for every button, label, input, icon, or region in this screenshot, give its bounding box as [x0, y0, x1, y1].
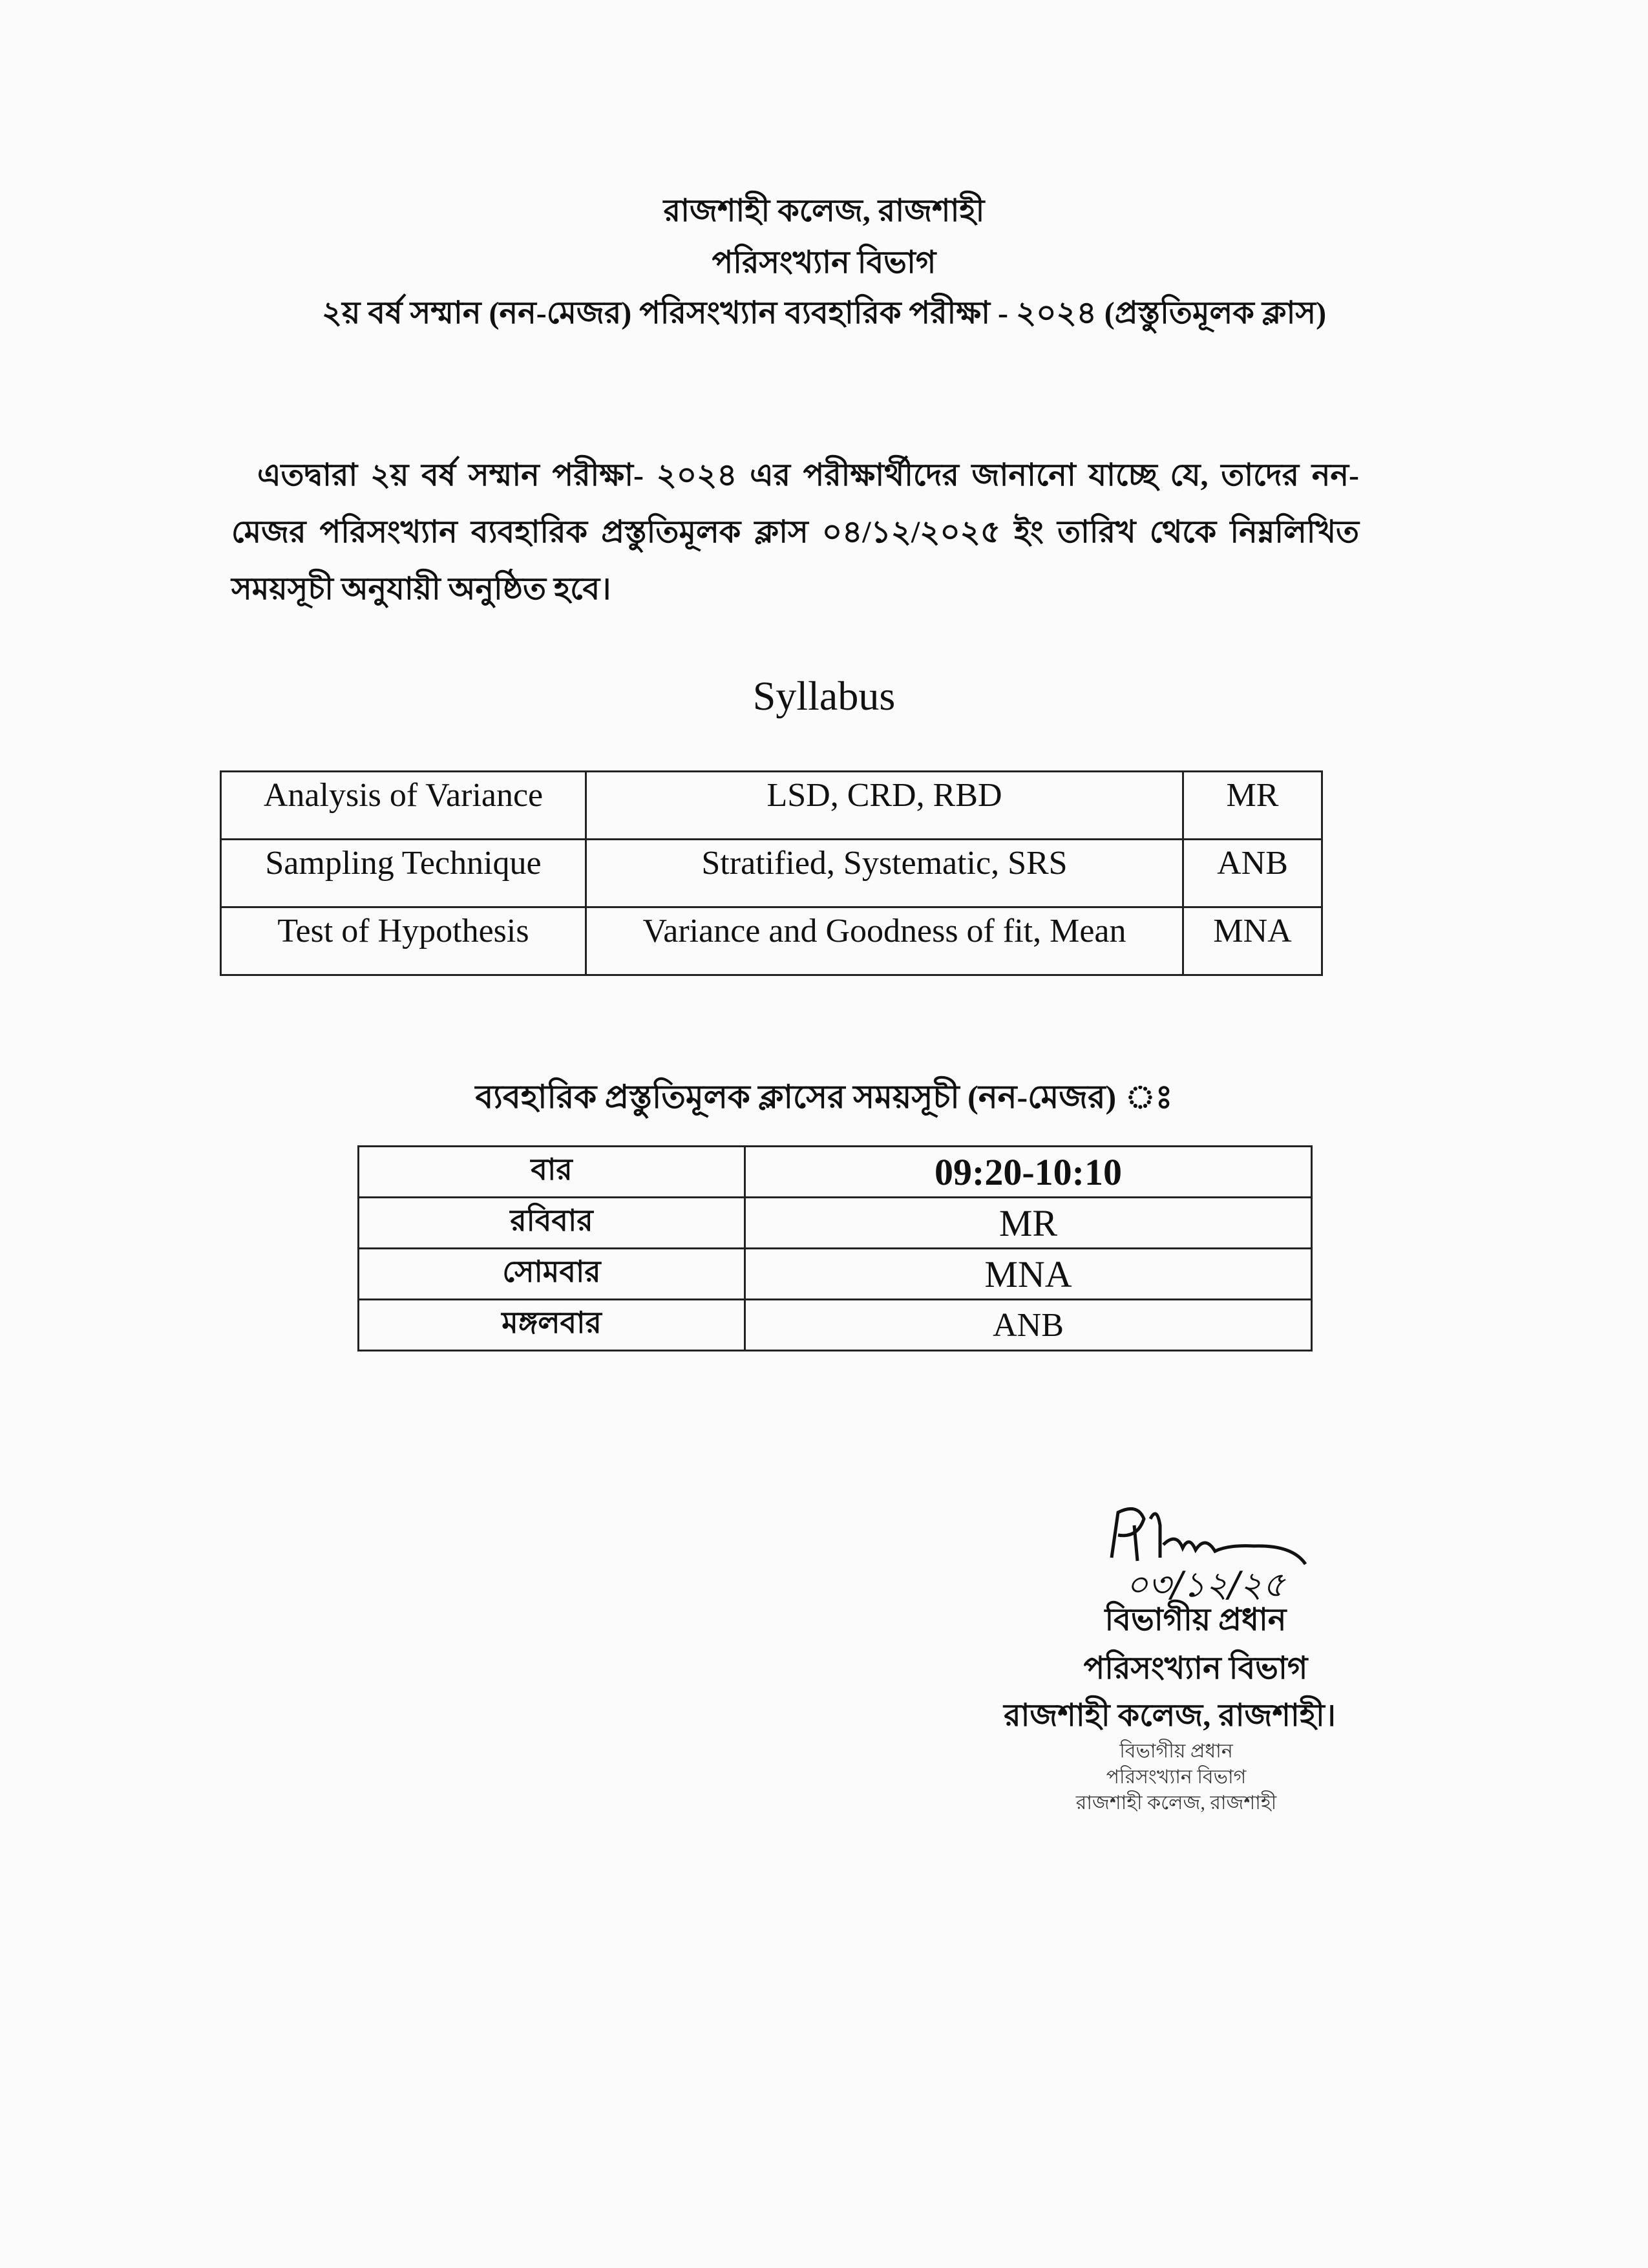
- teacher-cell: MR: [745, 1198, 1312, 1249]
- table-row: [359, 1198, 1312, 1249]
- notice-title: ২য় বর্ষ সম্মান (নন-মেজর) পরিসংখ্যান ব্যবহারিক পরীক্ষা - ২০২৪ (প্রস্তুতিমূলক ক্লাস): [321, 296, 1327, 330]
- schedule-table: [357, 1145, 1313, 1351]
- day-cell: মঙ্গলবার: [359, 1300, 745, 1351]
- content-cell: Variance and Goodness of fit, Mean: [586, 907, 1183, 975]
- table-header-row: [359, 1147, 1312, 1198]
- signatory-department: পরিসংখ্যান বিভাগ: [1083, 1651, 1308, 1686]
- schedule-title: ব্যবহারিক প্রস্তুতিমূলক ক্লাসের সময়সূচী (নন-মেজর) ঃ: [475, 1079, 1173, 1115]
- table-row: [221, 840, 1322, 907]
- day-cell: রবিবার: [359, 1198, 745, 1249]
- table-row: [359, 1249, 1312, 1300]
- signatory-designation: বিভাগীয় প্রধান: [1104, 1603, 1287, 1637]
- signature-date: ০৩/১২/২৫: [1125, 1564, 1285, 1605]
- teacher-cell: MNA: [1183, 907, 1322, 975]
- day-cell: সোমবার: [359, 1249, 745, 1300]
- table-row: [221, 772, 1322, 840]
- topic-cell: Sampling Technique: [221, 840, 586, 907]
- notice-body: এতদ্বারা ২য় বর্ষ সম্মান পরীক্ষা- ২০২৪ এর পরীক্ষার্থীদের জানানো যাচ্ছে যে, তাদের নন-মেজর পরিসংখ্যান ব্যবহারিক প্রস্তুতিমূলক ক্লাস ০৪/১২/২০২৫ ইং তারিখ থেকে নিম্নলিখিত সময়সূচী অনুযায়ী অনুষ্ঠিত হবে।: [231, 458, 1359, 606]
- table-row: [359, 1300, 1312, 1351]
- department-name: পরিসংখ্যান বিভাগ: [712, 246, 936, 280]
- stamp-line: পরিসংখ্যান বিভাগ: [1106, 1766, 1247, 1788]
- teacher-cell: MR: [1183, 772, 1322, 840]
- teacher-cell: ANB: [1183, 840, 1322, 907]
- syllabus-table: [220, 770, 1323, 976]
- stamp-line: বিভাগীয় প্রধান: [1119, 1741, 1233, 1762]
- content-cell: Stratified, Systematic, SRS: [586, 840, 1183, 907]
- content-cell: LSD, CRD, RBD: [586, 772, 1183, 840]
- topic-cell: Analysis of Variance: [221, 772, 586, 840]
- department-head-stamp: [1021, 1739, 1331, 1816]
- stamp-line: রাজশাহী কলেজ, রাজশাহী: [1075, 1792, 1277, 1814]
- topic-cell: Test of Hypothesis: [221, 907, 586, 975]
- teacher-cell: MNA: [745, 1249, 1312, 1300]
- day-header: বার: [359, 1147, 745, 1198]
- table-row: [221, 907, 1322, 975]
- syllabus-title: Syllabus: [752, 673, 896, 719]
- time-header: 09:20-10:10: [745, 1147, 1312, 1198]
- teacher-cell: ANB: [745, 1300, 1312, 1351]
- signatory-college: রাজশাহী কলেজ, রাজশাহী।: [1004, 1699, 1336, 1733]
- college-name: রাজশাহী কলেজ, রাজশাহী: [663, 194, 985, 228]
